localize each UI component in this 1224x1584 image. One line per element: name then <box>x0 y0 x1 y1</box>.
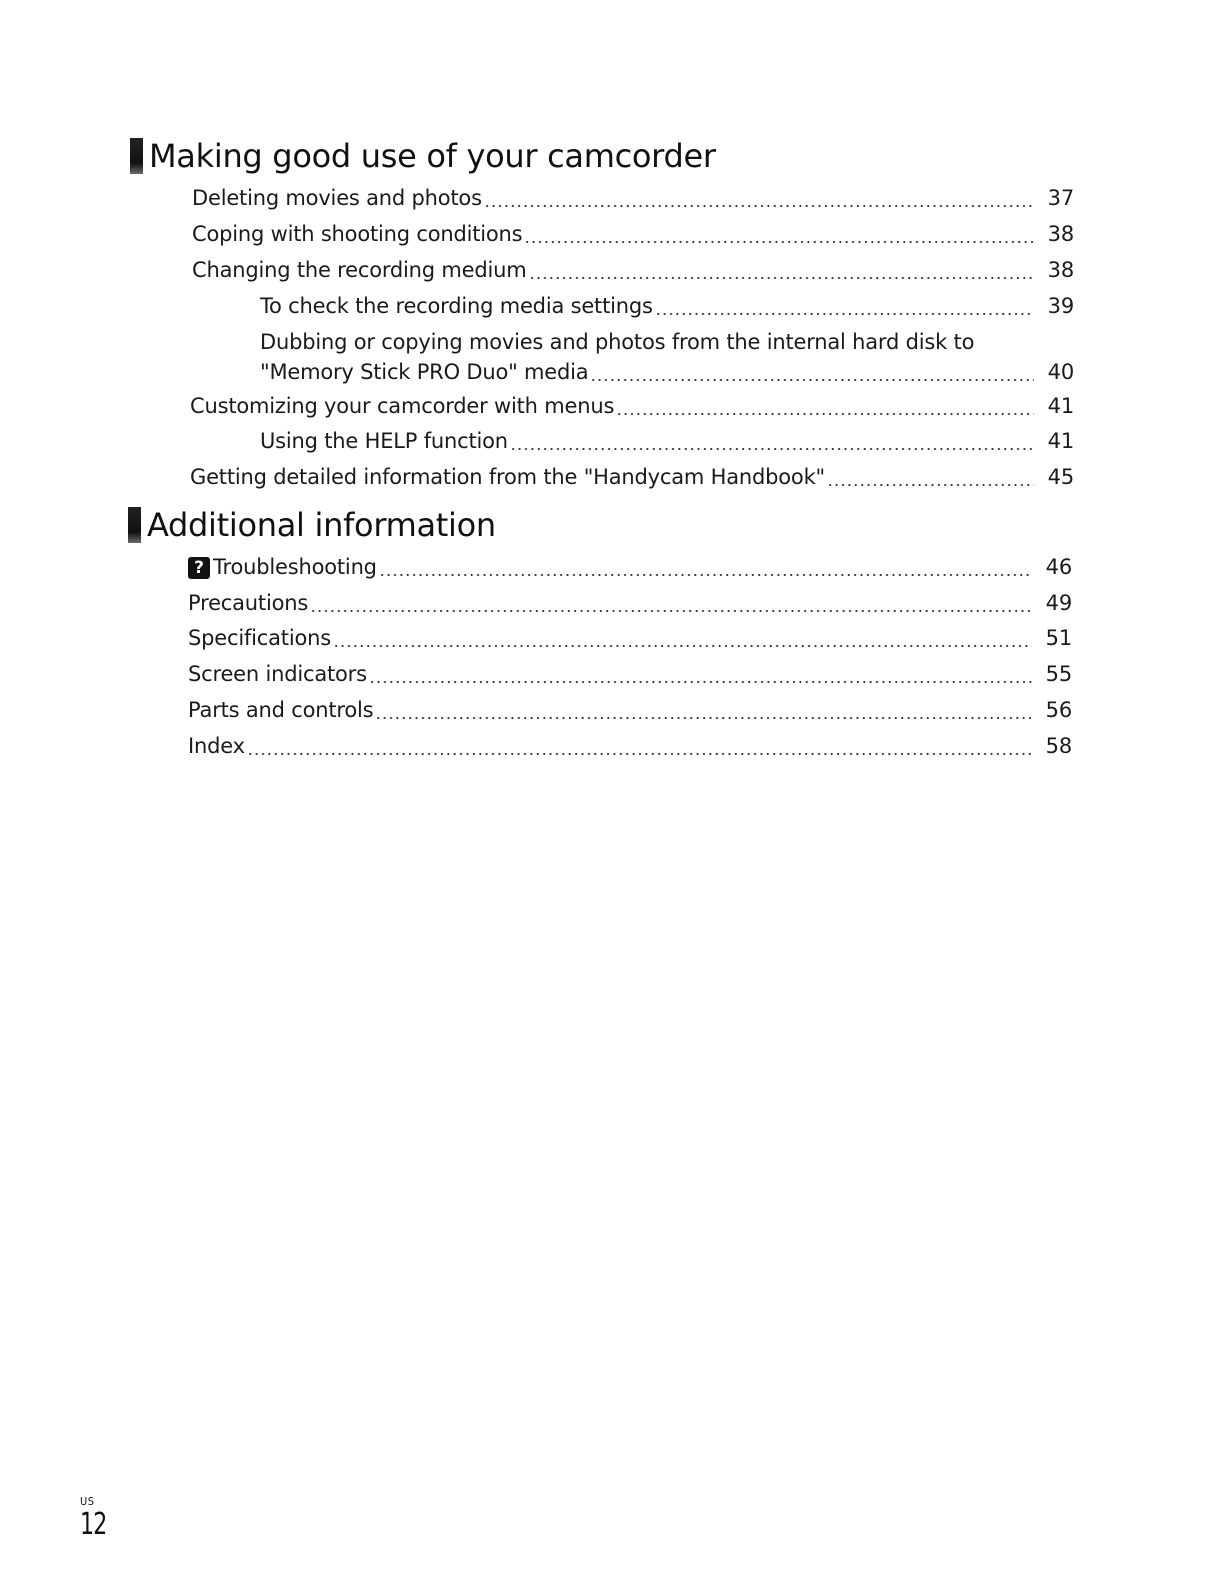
dot-leader <box>510 447 1034 451</box>
question-mark-icon: ? <box>188 557 210 579</box>
dot-leader <box>524 240 1034 244</box>
toc-entry-specifications[interactable] <box>188 622 1072 654</box>
toc-page-number: 45 <box>1047 465 1074 489</box>
toc-page-number: 58 <box>1045 734 1072 758</box>
dot-leader <box>375 716 1032 720</box>
toc-entry-deleting[interactable] <box>192 182 1074 214</box>
toc-page-number: 55 <box>1045 662 1072 686</box>
dot-leader <box>310 609 1032 613</box>
toc-page-number: 51 <box>1045 626 1072 650</box>
toc-entry-label: Changing the recording medium <box>192 258 527 282</box>
toc-entry-label: Precautions <box>188 591 309 615</box>
dot-leader <box>247 752 1032 756</box>
toc-entry-dubbing[interactable] <box>260 356 1074 388</box>
section-title: Additional information <box>147 506 496 544</box>
toc-entry-parts-and-controls[interactable] <box>188 694 1072 726</box>
toc-entry-index[interactable] <box>188 730 1072 762</box>
toc-entry-label: Coping with shooting conditions <box>192 222 523 246</box>
toc-entry-precautions[interactable] <box>188 587 1072 619</box>
toc-entry-label: Index <box>188 734 245 758</box>
toc-page-number: 49 <box>1045 591 1072 615</box>
dot-leader <box>616 412 1034 416</box>
dot-leader <box>379 573 1032 577</box>
region-code: US <box>80 1495 95 1508</box>
toc-entry-label: Parts and controls <box>188 698 374 722</box>
toc-entry-label: Specifications <box>188 626 331 650</box>
dot-leader <box>333 644 1032 648</box>
toc-entry-label-wrap <box>188 551 377 583</box>
toc-entry-label: Getting detailed information from the "Handycam Handbook" <box>190 465 825 489</box>
section-heading-additional-information <box>128 505 496 545</box>
dot-leader <box>369 680 1032 684</box>
toc-entry-screen-indicators[interactable] <box>188 658 1072 690</box>
dot-leader <box>590 378 1034 382</box>
toc-page-number: 38 <box>1047 222 1074 246</box>
toc-entry-handycam-handbook[interactable] <box>190 461 1074 493</box>
toc-page-number: 38 <box>1047 258 1074 282</box>
page-footer <box>80 1495 112 1541</box>
toc-entry-label: "Memory Stick PRO Duo" media <box>260 360 589 384</box>
toc-page-number: 56 <box>1045 698 1072 722</box>
heading-bar-marker <box>130 138 143 174</box>
toc-entry-label: To check the recording media settings <box>260 294 653 318</box>
toc-entry-label: Deleting movies and photos <box>192 186 482 210</box>
section-heading-making-good-use <box>130 136 716 176</box>
toc-entry-label: Using the HELP function <box>260 429 508 453</box>
toc-entry-dubbing-line1[interactable]: Dubbing or copying movies and photos from the internal hard disk to <box>260 330 975 354</box>
toc-page-number: 40 <box>1047 360 1074 384</box>
toc-entry-check-media-settings[interactable] <box>260 290 1074 322</box>
toc-entry-changing-medium[interactable] <box>192 254 1074 286</box>
toc-entry-help-function[interactable] <box>260 425 1074 457</box>
toc-entry-label: Troubleshooting <box>213 555 377 579</box>
toc-entry-label: Screen indicators <box>188 662 367 686</box>
dot-leader <box>655 312 1034 316</box>
dot-leader <box>484 204 1034 208</box>
page-number: 12 <box>80 1507 107 1542</box>
toc-entry-coping[interactable] <box>192 218 1074 250</box>
toc-page-number: 46 <box>1045 555 1072 579</box>
toc-page-number: 37 <box>1047 186 1074 210</box>
toc-page-number: 41 <box>1047 394 1074 418</box>
dot-leader <box>827 483 1034 487</box>
toc-entry-customizing[interactable] <box>190 390 1074 422</box>
section-title: Making good use of your camcorder <box>149 137 716 175</box>
heading-bar-marker <box>128 507 141 543</box>
toc-page-number: 39 <box>1047 294 1074 318</box>
toc-entry-troubleshooting[interactable] <box>188 551 1072 583</box>
toc-page-number: 41 <box>1047 429 1074 453</box>
toc-entry-label: Customizing your camcorder with menus <box>190 394 615 418</box>
dot-leader <box>529 276 1034 280</box>
